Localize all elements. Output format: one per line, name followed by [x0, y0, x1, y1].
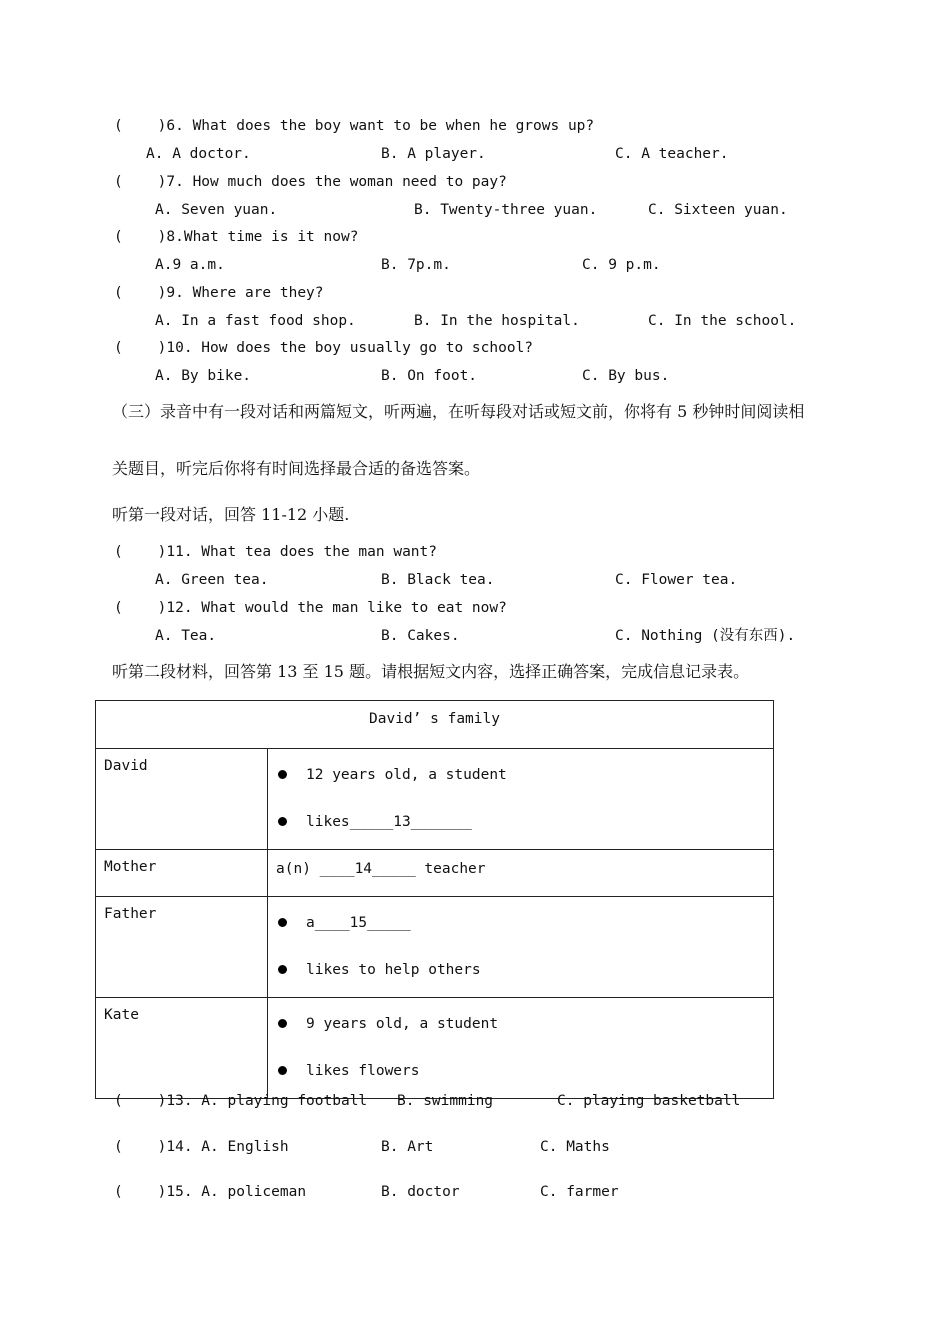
- david-likes-blank: likes_____13_______: [306, 813, 472, 830]
- kate-likes: likes flowers: [306, 1062, 420, 1079]
- option-9c: C. In the school.: [648, 313, 797, 329]
- bullet-icon: [278, 918, 287, 927]
- question-12: ( )12. What would the man like to eat now?: [114, 600, 507, 616]
- question-11: ( )11. What tea does the man want?: [114, 544, 438, 560]
- option-9a: A. In a fast food shop.: [155, 313, 356, 329]
- option-12b: B. Cakes.: [381, 628, 460, 644]
- option-7b: B. Twenty-three yuan.: [414, 202, 598, 218]
- option-10b: B. On foot.: [381, 368, 478, 384]
- option-8a: A.9 a.m.: [155, 257, 225, 273]
- option-14b: B. Art: [381, 1139, 434, 1155]
- option-6c: C. A teacher.: [615, 146, 729, 162]
- option-9b: B. In the hospital.: [414, 313, 580, 329]
- question-14: ( )14. A. English: [114, 1139, 289, 1155]
- option-8b: B. 7p.m.: [381, 257, 451, 273]
- part1-instruction: 听第一段对话，回答 11-12 小题.: [112, 505, 350, 524]
- row-label-david: David: [96, 749, 268, 850]
- option-14c: C. Maths: [540, 1139, 610, 1155]
- row-label-mother: Mother: [96, 850, 268, 897]
- option-15c: C. farmer: [540, 1184, 619, 1200]
- question-13: ( )13. A. playing football: [114, 1093, 368, 1109]
- option-7a: A. Seven yuan.: [155, 202, 278, 218]
- option-11c: C. Flower tea.: [615, 572, 738, 588]
- row-label-kate: Kate: [96, 998, 268, 1099]
- bullet-icon: [278, 817, 287, 826]
- option-10a: A. By bike.: [155, 368, 252, 384]
- option-13c: C. playing basketball: [557, 1093, 741, 1109]
- option-12a: A. Tea.: [155, 628, 217, 644]
- bullet-icon: [278, 1019, 287, 1028]
- option-7c: C. Sixteen yuan.: [648, 202, 788, 218]
- father-job-blank: a____15_____: [306, 914, 411, 931]
- question-9: ( )9. Where are they?: [114, 285, 324, 301]
- question-7: ( )7. How much does the woman need to pay?: [114, 174, 507, 190]
- kate-age: 9 years old, a student: [306, 1015, 499, 1032]
- section3-instruction-line1: （三）录音中有一段对话和两篇短文，听两遍，在听每段对话或短文前，你将有 5 秒钟时间阅读相: [112, 402, 805, 421]
- question-8: ( )8.What time is it now?: [114, 229, 359, 245]
- option-11a: A. Green tea.: [155, 572, 269, 588]
- option-6a: A. A doctor.: [146, 146, 251, 162]
- section3-instruction-line2: 关题目，听完后你将有时间选择最合适的备选答案。: [112, 459, 481, 478]
- part2-instruction: 听第二段材料，回答第 13 至 15 题。请根据短文内容，选择正确答案，完成信息记录表。: [112, 662, 750, 681]
- question-10: ( )10. How does the boy usually go to school?: [114, 340, 534, 356]
- option-15b: B. doctor: [381, 1184, 460, 1200]
- option-6b: B. A player.: [381, 146, 486, 162]
- row-label-father: Father: [96, 897, 268, 998]
- bullet-icon: [278, 965, 287, 974]
- option-8c: C. 9 p.m.: [582, 257, 661, 273]
- father-likes: likes to help others: [306, 961, 481, 978]
- mother-teacher-blank: a(n) ____14_____ teacher: [276, 861, 486, 877]
- question-15: ( )15. A. policeman: [114, 1184, 307, 1200]
- bullet-icon: [278, 1066, 287, 1075]
- bullet-icon: [278, 770, 287, 779]
- option-11b: B. Black tea.: [381, 572, 495, 588]
- question-6: ( )6. What does the boy want to be when he grows up?: [114, 118, 595, 134]
- option-13b: B. swimming: [397, 1093, 494, 1109]
- table-title: David’ s family: [96, 701, 774, 749]
- david-age: 12 years old, a student: [306, 766, 507, 783]
- info-record-table: [95, 700, 774, 1099]
- option-10c: C. By bus.: [582, 368, 670, 384]
- option-12c: C. Nothing (没有东西).: [615, 628, 796, 644]
